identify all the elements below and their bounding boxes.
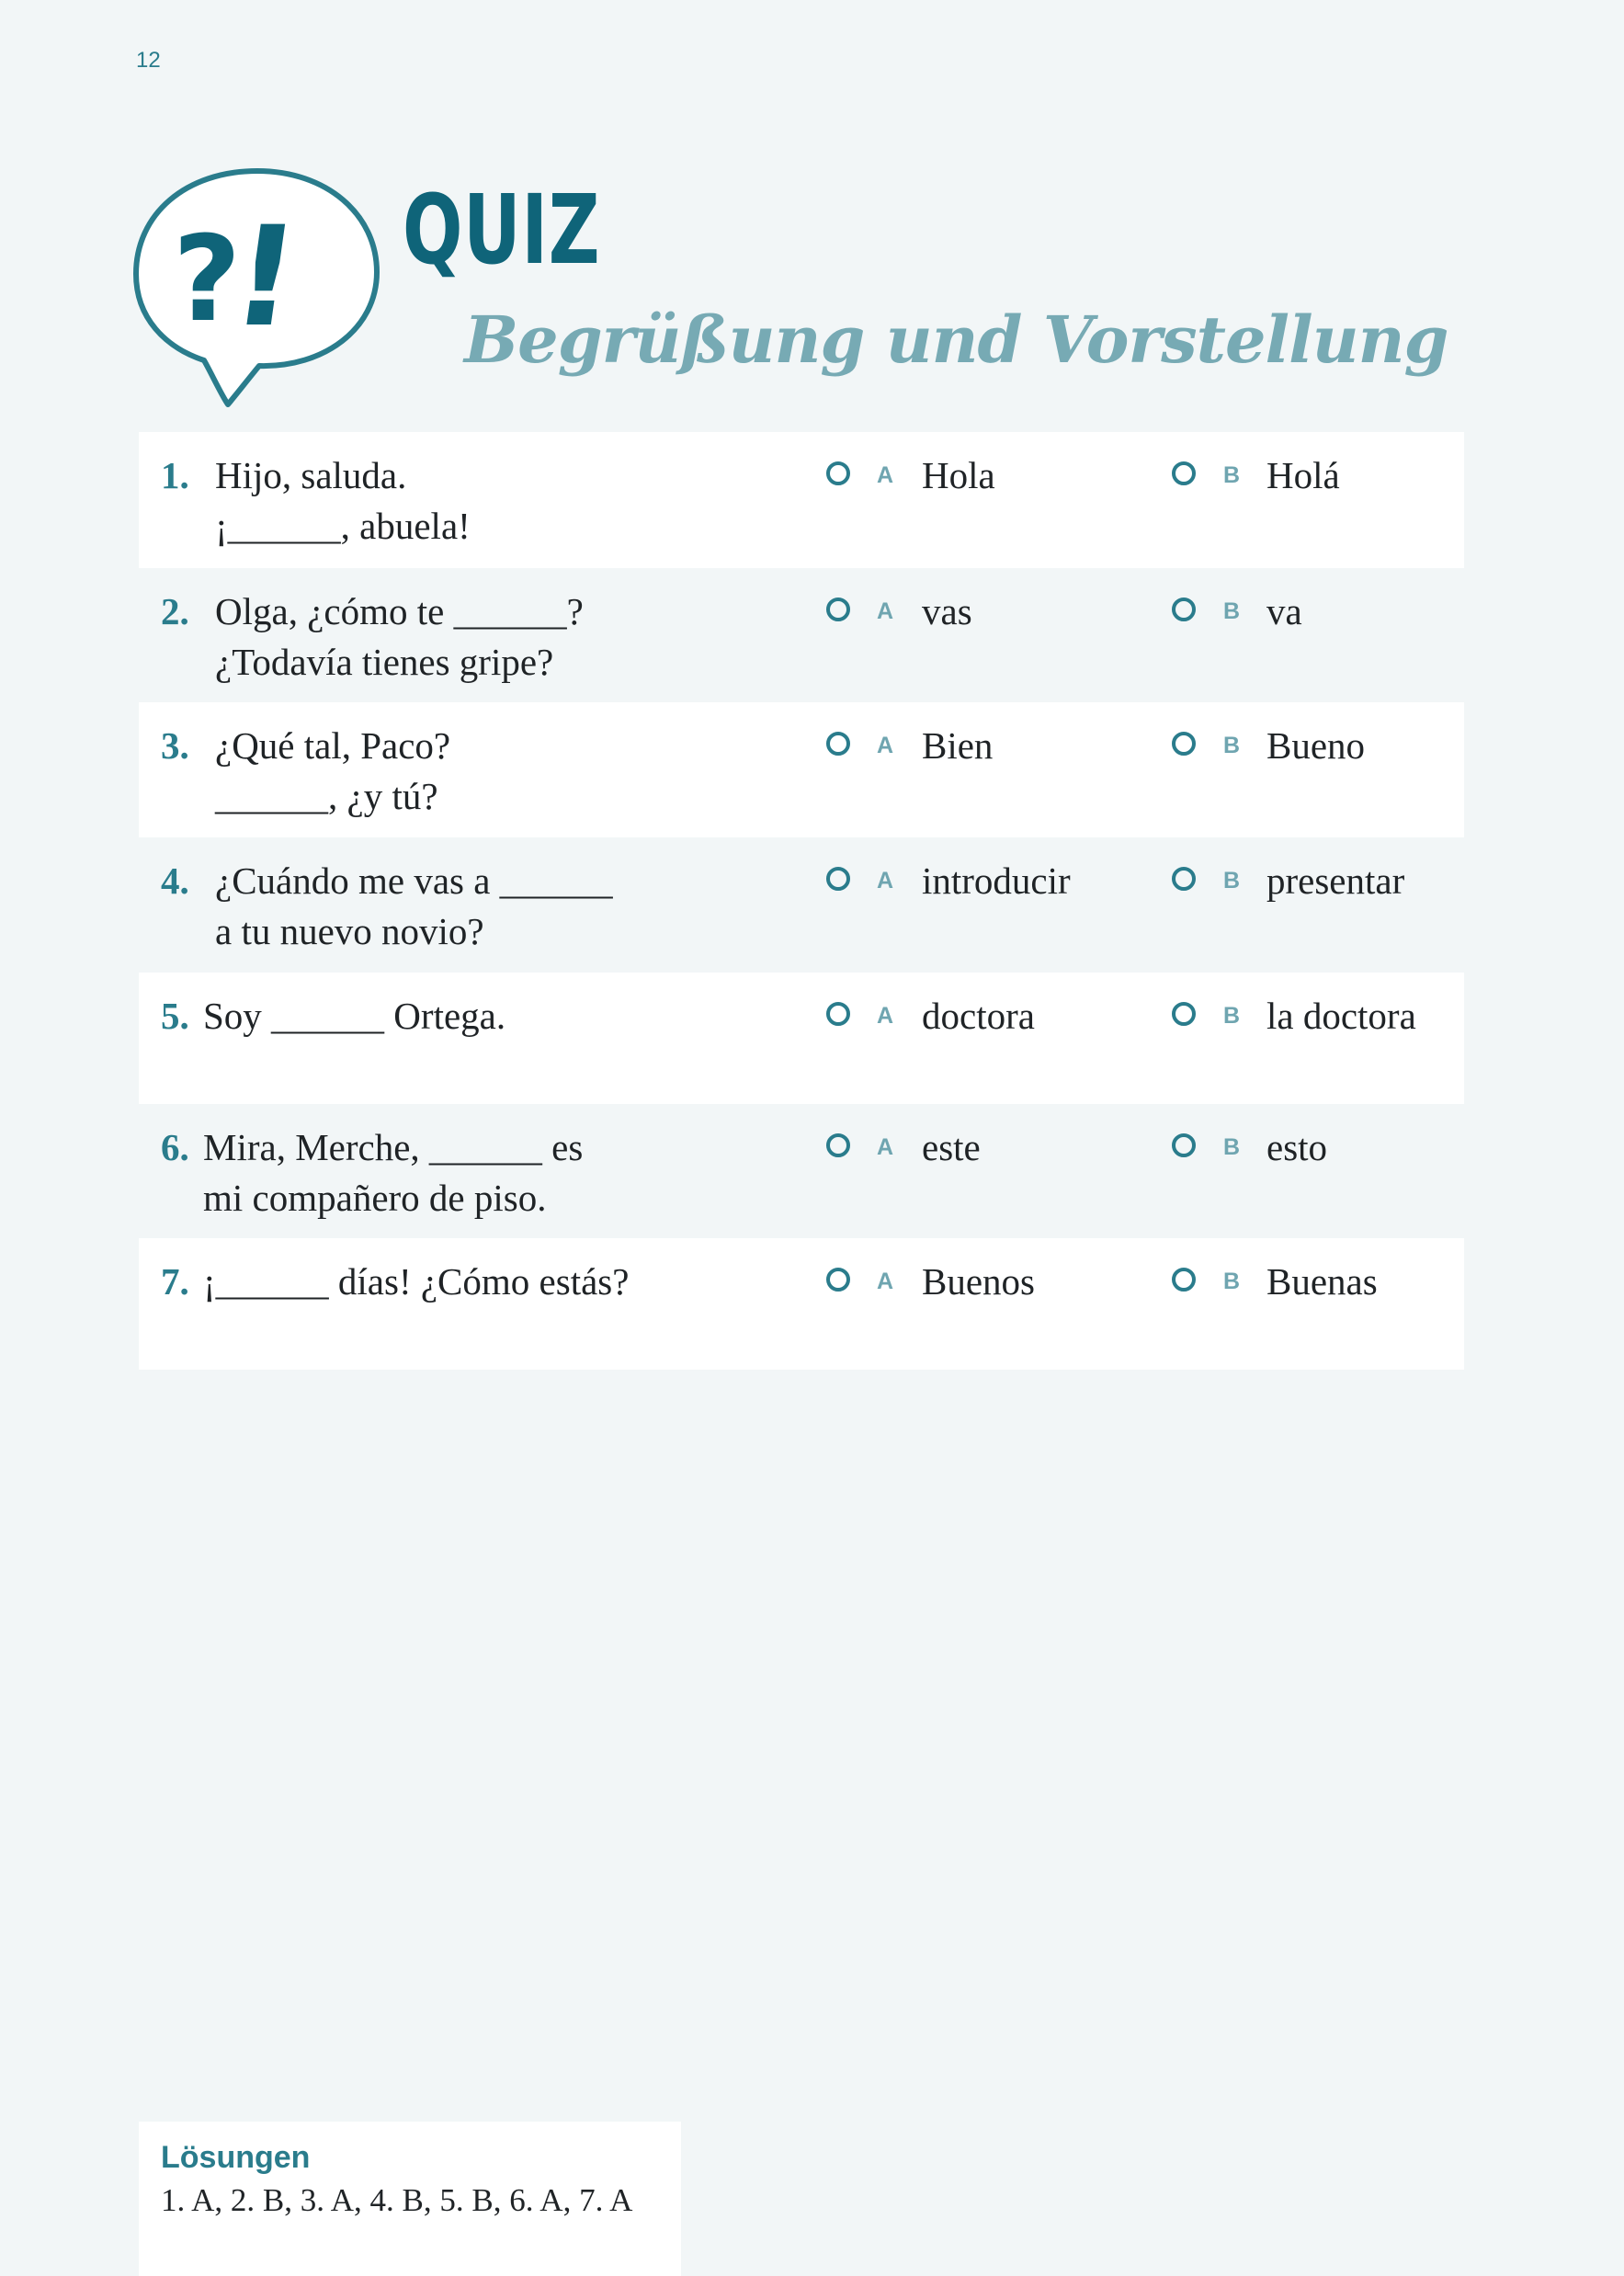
option-a-text: este [922, 1126, 981, 1168]
question-text-line: a tu nuevo novio? [215, 910, 484, 952]
question-row [139, 1238, 1464, 1370]
question-text-line: Mira, Merche, ______ es [203, 1126, 584, 1168]
option-a-letter: A [877, 733, 894, 758]
option-a-letter: A [877, 1134, 894, 1160]
solutions-text: 1. A, 2. B, 3. A, 4. B, 5. B, 6. A, 7. A [161, 2182, 633, 2218]
option-a-radio[interactable] [826, 867, 850, 891]
option-a-text: doctora [922, 995, 1035, 1037]
question-text-line: ¿Qué tal, Paco? [215, 724, 451, 767]
option-a-letter: A [877, 598, 894, 624]
option-b-radio[interactable] [1172, 597, 1196, 621]
option-b-text: va [1266, 590, 1302, 632]
question-text-line: Hijo, saluda. [215, 454, 407, 496]
option-b-letter: B [1223, 733, 1241, 758]
question-number: 1. [161, 454, 189, 496]
option-b-text: Holá [1266, 454, 1340, 496]
option-b-text: presentar [1266, 859, 1405, 902]
question-text-line: ¡______, abuela! [215, 505, 471, 547]
option-a-radio[interactable] [826, 1268, 850, 1292]
question-number: 3. [161, 724, 189, 767]
option-b-text: Bueno [1266, 724, 1366, 767]
option-b-letter: B [1223, 462, 1241, 488]
option-a-letter: A [877, 868, 894, 893]
option-a-radio[interactable] [826, 461, 850, 485]
option-a-letter: A [877, 1269, 894, 1294]
option-b-radio[interactable] [1172, 1268, 1196, 1292]
svg-text:?: ? [173, 211, 242, 348]
option-b-radio[interactable] [1172, 461, 1196, 485]
option-b-radio[interactable] [1172, 732, 1196, 756]
question-number: 4. [161, 859, 189, 902]
option-a-radio[interactable] [826, 732, 850, 756]
question-row [139, 702, 1464, 837]
option-a-text: Bien [922, 724, 994, 767]
question-number: 6. [161, 1126, 189, 1168]
option-a-radio[interactable] [826, 597, 850, 621]
option-a-radio[interactable] [826, 1002, 850, 1026]
solutions-title: Lösungen [161, 2140, 311, 2175]
svg-text:!: ! [222, 196, 309, 358]
option-b-radio[interactable] [1172, 1133, 1196, 1157]
question-text-line: ¿Cuándo me vas a ______ [215, 859, 613, 902]
option-a-letter: A [877, 462, 894, 488]
option-a-letter: A [877, 1003, 894, 1029]
question-list [139, 432, 1464, 1370]
option-a-radio[interactable] [826, 1133, 850, 1157]
option-b-text: Buenas [1266, 1260, 1378, 1303]
question-number: 7. [161, 1260, 189, 1303]
option-a-text: introducir [922, 859, 1071, 902]
question-text-line: ¿Todavía tienes gripe? [215, 641, 554, 683]
question-row [139, 973, 1464, 1104]
question-text-line: Soy ______ Ortega. [203, 995, 506, 1037]
question-text-line: ¡______ días! ¿Cómo estás? [203, 1260, 630, 1303]
option-b-letter: B [1223, 868, 1241, 893]
question-text-line: ______, ¿y tú? [215, 775, 438, 817]
quiz-title: QUIZ [403, 174, 601, 286]
question-row [139, 1104, 1464, 1238]
option-a-text: vas [922, 590, 972, 632]
question-number: 2. [161, 590, 189, 632]
quiz-subtitle: Begrüßung und Vorstellung [464, 302, 1448, 378]
option-b-text: esto [1266, 1126, 1328, 1168]
question-row [139, 837, 1464, 973]
option-b-letter: B [1223, 1134, 1241, 1160]
speech-bubble-question-exclamation-icon [129, 164, 386, 407]
question-number: 5. [161, 995, 189, 1037]
option-b-letter: B [1223, 598, 1241, 624]
question-row [139, 432, 1464, 568]
option-b-letter: B [1223, 1269, 1241, 1294]
page-number: 12 [136, 48, 161, 73]
option-a-text: Buenos [922, 1260, 1035, 1303]
question-row [139, 568, 1464, 702]
option-b-radio[interactable] [1172, 1002, 1196, 1026]
question-text-line: mi compañero de piso. [203, 1177, 547, 1219]
option-b-text: la doctora [1266, 995, 1416, 1037]
question-text-line: Olga, ¿cómo te ______? [215, 590, 584, 632]
option-b-radio[interactable] [1172, 867, 1196, 891]
solutions-box [139, 2122, 681, 2276]
option-a-text: Hola [922, 454, 995, 496]
option-b-letter: B [1223, 1003, 1241, 1029]
